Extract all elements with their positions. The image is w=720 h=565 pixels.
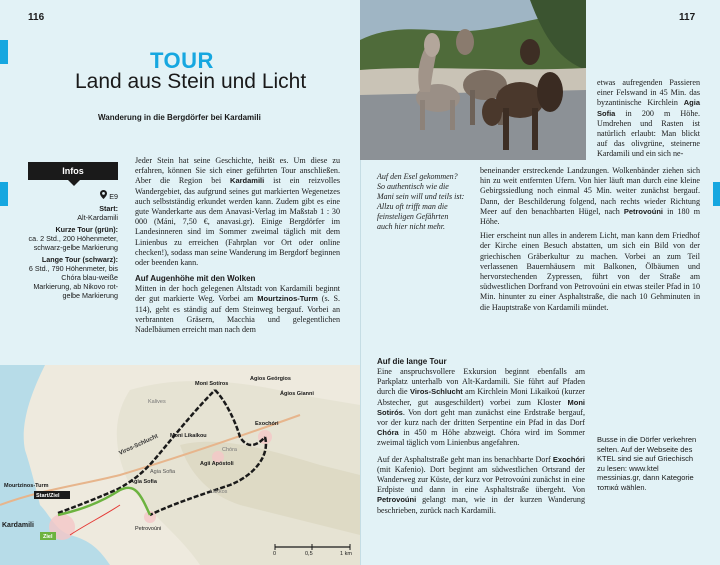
- petrovouni-highlight-2: Petrovoúni: [377, 495, 417, 505]
- svg-text:Agii Apóstoli: Agii Apóstoli: [200, 461, 234, 467]
- agia-sofia-highlight: Agia Sofia: [597, 98, 700, 118]
- svg-text:Petrovoúni: Petrovoúni: [135, 526, 162, 532]
- moni-highlight: Moni Sotirós: [377, 397, 585, 417]
- title-kicker: TOUR: [150, 48, 214, 73]
- long-tour-column: [377, 353, 585, 516]
- svg-text:Chóra: Chóra: [222, 447, 237, 453]
- right-main-paragraph-1: beneinander erstreckende Landzungen. Wolkenbänder ziehen sich hin zu weit entfernten Ufern. Von hier läuft man durch eine kleine Gebirgssiedlung noch einmal 45 Min. weiter zunächst bergauf. Dann, der Beschilderung folgend, nach rechts wieder Richtung Meer auf den benachbarten Hügel, nach Petrovoúni in 180 m Höhe.: [480, 166, 700, 227]
- info-box: [28, 162, 118, 303]
- long-tour-paragraph-1: Eine anspruchsvollere Exkursion beginnt ebenfalls am Parkplatz unterhalb von Alt-Kardamili. Sie führt auf Pfaden durch die Viros-Schlucht am Kirchlein Moni Likaikoú (kurzer Abstecher, gut ausgeschildert) vorbei zum Kloster Moni Sotirós. Von dort geht man zunächst eine Erdstraße bergauf, vor der kurz nach der dritten Serpentine ein Pfad in das Dorf Chóra in 450 m Höhe abzweigt. Chóra wird im Sommer zweimal täglich vom Linienbus angefahren.: [377, 367, 585, 448]
- svg-text:Ziel: Ziel: [43, 534, 53, 540]
- svg-text:Agios Geórgios: Agios Geórgios: [250, 376, 291, 382]
- map-pin-icon: [100, 192, 109, 201]
- intro-column: [135, 156, 340, 335]
- tower-highlight: Mourtzinos-Turm: [257, 294, 318, 304]
- long-tour-label: Lange Tour (schwarz):: [41, 255, 118, 264]
- page-number-left: 116: [28, 12, 45, 23]
- donkeys-photo: [360, 0, 586, 160]
- long-tour-paragraph-2: Auf der Asphaltstraße geht man ins benachbarte Dorf Exochóri (mit Kafenio). Dort beginnt am südwestlichen Ortsrand der Wanderweg zur Küste, der kurz vor Petrovoúni zunächst in eine Erdpiste und dann in eine Asphaltstraße übergeht. Von Petrovoúni gelangt man, wie in der kurzen Wanderung beschrieben, zurück nach Kardamili.: [377, 454, 585, 515]
- route-map: [0, 365, 360, 565]
- section1-paragraph: Mitten in der hoch gelegenen Altstadt von Kardamili beginnt der gut markierte Weg. Vorbei am Mourtzinos-Turm (s. S. 114), geht es ständig auf dem Steinweg bergauf. Vorbei an verbrannten Gräsern, Macchia und gelegentlichen Nadelbäumen erreicht man nach dem: [135, 284, 340, 335]
- kardamili-highlight: Kardamili: [230, 176, 265, 186]
- svg-text:Moni Likaíkou: Moni Likaíkou: [170, 433, 207, 439]
- section-heading-lange-tour: Auf die lange Tour: [377, 357, 447, 366]
- right-main-column: [480, 166, 700, 313]
- chapter-tab-left: [0, 40, 8, 64]
- page-title: Land aus Stein und Licht: [75, 70, 307, 93]
- svg-text:0: 0: [273, 551, 277, 557]
- svg-text:Viros-Schlucht: Viros-Schlucht: [118, 433, 160, 457]
- svg-text:1 km: 1 km: [340, 551, 352, 557]
- map-reference: [28, 190, 118, 201]
- svg-text:Kardamili: Kardamili: [2, 522, 34, 529]
- svg-text:Mourtzinos-Turm: Mourtzinos-Turm: [4, 483, 49, 489]
- map-ref-value: E9: [109, 192, 118, 201]
- bus-sidenote: Busse in die Dörfer verkehren selten. Auf der Webseite des KTEL sind sie auf Griechisch zu lesen: www.ktel messinias.gr, dann Kategorie τοπικά wählen.: [597, 435, 697, 492]
- viros-highlight: Viros-Schlucht: [409, 387, 463, 397]
- right-top-column: [597, 78, 700, 160]
- section-heading-augenhoehe: Auf Augenhöhe mit den Wolken: [135, 274, 256, 284]
- long-tour-value: 6 Std., 790 Höhenmeter, bis Chóra blau-weiße Markierung, ab Nikovo rot-gelbe Markierung: [28, 264, 118, 300]
- svg-text:Start/Ziel: Start/Ziel: [36, 493, 60, 499]
- page-number-right: 117: [679, 12, 696, 23]
- svg-text:Agia Sofia: Agia Sofia: [130, 479, 157, 485]
- intro-paragraph: Jeder Stein hat seine Geschichte, heißt es. Um diese zu erfahren, können Sie sich einer geführten Tour anschließen. Aber die Region bei Kardamili ist ein reizvolles Wandergebiet, das aufgrund seines gut markierten Wegenetzes auch selbstständig erkundet werden kann. Zudem gibt es eine gute Wanderkarte aus dem Anavasi-Verlag im Maßstab 1 : 30 000 (Máni, 7,50 €, anavasi.gr). Einige Bergdörfer im Landesinneren sind im Sommer zweimal täglich mit dem Linienbus zu erreichen (Fahrplan vor Ort oder online checken!), sodass man seine Wanderung im Bergdorf beginnen oder beenden kann.: [135, 156, 340, 268]
- exochori-highlight: Exochóri: [552, 454, 585, 464]
- right-main-paragraph-2: Hier erscheint nun alles in anderem Licht, man kann dem Friedhof der Kirche einen Besuch abstatten, um sich ein Bild von der griechischen Gräberkultur zu machen. Vorbei an zum Teil verlassenen Bauernhäusern mit Balkonen, Ölbäumen und hervorstechenden Zypressen, führt von der Straße am südwestlichen Dorfrand von Petrovoúni ein etwas steiler Pfad in 10 Min. hinunter zu einer Asphaltstraße, die nach 10 Gehminuten in die Hauptstraße von Kardamili mündet.: [480, 231, 700, 312]
- svg-text:Exochóri: Exochóri: [255, 421, 279, 427]
- svg-text:Lákkos: Lákkos: [210, 489, 228, 495]
- start-value: Alt-Kardamili: [77, 213, 118, 222]
- info-box-heading: Infos: [28, 162, 118, 180]
- svg-text:0,5: 0,5: [305, 551, 313, 557]
- svg-text:Agia Sofia: Agia Sofia: [150, 469, 176, 475]
- chora-highlight: Chóra: [377, 428, 399, 438]
- short-tour-value: ca. 2 Std., 200 Höhenmeter, schwarz-gelbe Markierung: [28, 234, 118, 252]
- petrovouni-highlight: Petrovoúni: [623, 206, 663, 216]
- start-label: Start:: [99, 204, 118, 213]
- chapter-tab-right: [713, 182, 720, 206]
- svg-text:Ágios Gianni: Ágios Gianni: [280, 391, 314, 397]
- short-tour-label: Kurze Tour (grün):: [55, 225, 118, 234]
- svg-text:Moni Sotíros: Moni Sotíros: [195, 381, 229, 387]
- right-top-paragraph: etwas aufregenden Passieren einer Felswand in 45 Min. das byzantinische Kirchlein Agia Sofia in 200 m Höhe. Umdrehen und Rasten ist natürlich erlaubt: Man blickt auf das olivgrüne, steinerne Kardamili und ein sich ne-: [597, 78, 700, 159]
- svg-text:Kalives: Kalives: [148, 399, 166, 405]
- photo-caption: Auf den Esel gekommen? So authentisch wie die Mani sein will und teils ist: Allzu oft trifft man die feinsteligen Gefährten auch hier nicht mehr.: [377, 172, 465, 231]
- chapter-tab-left-2: [0, 182, 8, 206]
- page-subtitle: Wanderung in die Bergdörfer bei Kardamili: [98, 113, 261, 122]
